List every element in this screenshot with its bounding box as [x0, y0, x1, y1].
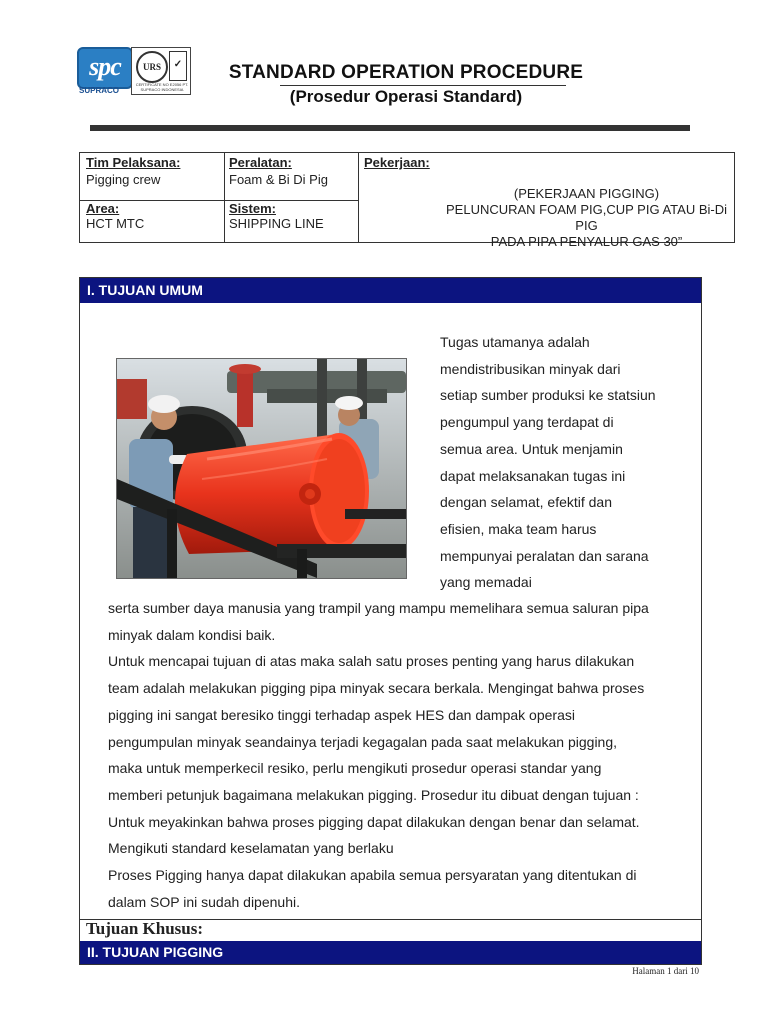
body-line: minyak dalam kondisi baik.	[108, 626, 276, 643]
table-divider	[224, 153, 225, 242]
intro-line: pengumpul yang terdapat di	[440, 414, 614, 431]
pekerjaan-line: (PEKERJAAN PIGGING)	[513, 186, 660, 201]
tim-pelaksana-label: Tim Pelaksana:	[86, 155, 181, 170]
pekerjaan-cell	[364, 155, 664, 170]
pigging-photo-illustration	[117, 359, 406, 578]
body-line: maka untuk memperkecil resiko, perlu mengikuti prosedur operasi standar yang	[108, 760, 602, 777]
intro-line: semua area. Untuk menjamin	[440, 440, 623, 457]
document-subtitle: (Prosedur Operasi Standard)	[289, 87, 523, 106]
spc-logo-subtitle: SUPRACO	[79, 86, 120, 95]
body-line: memberi petunjuk bagaimana melakukan pigging. Prosedur itu dibuat dengan tujuan :	[108, 786, 639, 803]
body-line: team adalah melakukan pigging pipa minyak secara berkala. Mengingat bahwa proses	[108, 680, 645, 697]
section-tujuan-umum	[79, 277, 702, 965]
pekerjaan-line: PELUNCURAN FOAM PIG,CUP PIG ATAU Bi-Di PIG	[446, 202, 727, 233]
intro-line: Tugas utamanya adalah	[440, 334, 590, 350]
urs-seal: URS	[136, 51, 168, 83]
sistem-cell	[229, 201, 357, 231]
pekerjaan-label: Pekerjaan:	[364, 155, 430, 170]
title-underline	[280, 85, 566, 86]
intro-line: yang memadai	[440, 574, 532, 591]
header-divider	[90, 125, 690, 131]
sistem-value: SHIPPING LINE	[229, 216, 324, 231]
section-heading-tujuan-pigging: II. TUJUAN PIGGING	[80, 941, 701, 964]
certificate-text: CERTIFICATE NO E2056 PT. SUPRACO INDONESIA	[135, 82, 189, 92]
intro-line: dapat melaksanakan tugas ini	[440, 467, 626, 484]
peralatan-cell	[229, 155, 357, 187]
tim-pelaksana-cell	[86, 155, 222, 187]
body-line: pigging ini sangat beresiko tinggi terhadap aspek HES dan dampak operasi	[108, 706, 575, 723]
pigging-photo	[116, 358, 407, 579]
body-line: Untuk mencapai tujuan di atas maka salah satu proses penting yang harus dilakukan	[108, 653, 635, 670]
spc-logo: spc	[77, 47, 133, 89]
tujuan-khusus-heading: Tujuan Khusus:	[86, 919, 204, 938]
body-line: Untuk meyakinkan bahwa proses pigging dapat dilakukan dengan benar dan selamat.	[108, 813, 640, 830]
intro-text	[440, 329, 680, 596]
table-divider	[358, 153, 359, 242]
peralatan-value: Foam & Bi Di Pig	[229, 172, 328, 187]
body-text	[108, 595, 698, 915]
section-heading-tujuan-umum: I. TUJUAN UMUM	[80, 278, 701, 303]
intro-line: dengan selamat, efektif dan	[440, 494, 613, 511]
body-line: serta sumber daya manusia yang trampil yang mampu memelihara semua saluran pipa	[108, 600, 649, 616]
info-table	[79, 152, 735, 249]
sistem-label: Sistem:	[229, 201, 276, 216]
intro-line: setiap sumber produksi ke statsiun	[440, 387, 656, 404]
area-label: Area:	[86, 201, 120, 216]
intro-line: efisien, maka team harus	[440, 520, 597, 537]
body-line: Proses Pigging hanya dapat dilakukan apabila semua persyaratan yang ditentukan di	[108, 867, 637, 884]
check-mark-icon: ✓	[169, 51, 187, 81]
intro-line: mendistribusikan minyak dari	[440, 360, 621, 377]
area-value: HCT MTC	[86, 216, 145, 231]
area-cell	[86, 201, 222, 231]
pekerjaan-value	[438, 186, 735, 250]
peralatan-label: Peralatan:	[229, 155, 292, 170]
body-line: Mengikuti standard keselamatan yang berlaku	[108, 840, 394, 857]
intro-line: mempunyai peralatan dan sarana	[440, 547, 649, 564]
body-line: dalam SOP ini sudah dipenuhi.	[108, 893, 300, 910]
page-number: Halaman 1 dari 10	[632, 966, 699, 976]
tim-pelaksana-value: Pigging crew	[86, 172, 161, 187]
document-title: STANDARD OPERATION PROCEDURE	[228, 62, 584, 83]
body-line: pengumpulan minyak seandainya terjadi kegagalan pada saat melakukan pigging,	[108, 733, 618, 750]
pekerjaan-line: PADA PIPA PENYALUR GAS 30”	[490, 234, 683, 249]
